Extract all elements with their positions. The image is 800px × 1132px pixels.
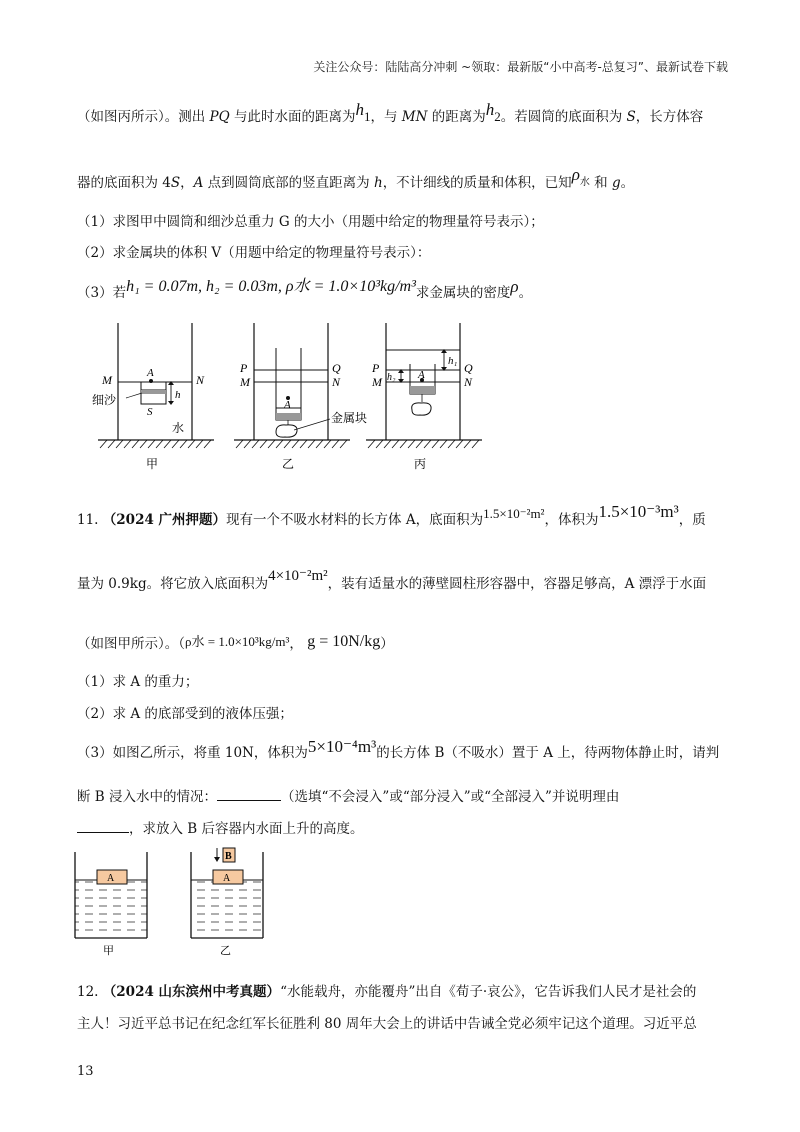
label-A-bing: A [418,369,425,381]
figure-q11-jia [75,852,147,957]
q10-figure [90,318,500,478]
figure-yi [234,323,367,471]
figure-q11-yi [191,848,263,957]
caption-yi: 乙 [282,457,295,471]
label-M: M [102,373,112,387]
caption-bing: 丙 [414,457,427,471]
q10-item-3: （3）若h₁ = 0.07m, h₂ = 0.03m, ρ水 = 1.0×10³kg/m³求金属块的密度ρ。 [77,277,533,301]
label-P: P [240,361,248,375]
label-S: S [147,406,153,418]
q11-item-3: （3）如图乙所示，将重 10N，体积为5×10⁻⁴m³的长方体 B（不吸水）置于 A 上，待两物体静止时，请判 [77,737,720,761]
label-metal: 金属块 [331,411,368,425]
label-water: 水 [172,421,185,435]
page-number: 13 [77,1064,94,1079]
figure-bing [366,323,482,471]
q11-item-3-line-2: 断 B 浸入水中的情况： （选填“不会浸入”或“部分浸入”或“全部浸入”并说明理由 [77,786,619,807]
answer-blank-1[interactable] [217,786,281,801]
label-M-yi: M [240,375,250,389]
label-M-bing: M [372,375,382,389]
q10-item-2: （2）求金属块的体积 V（用题中给定的物理量符号表示）： [77,245,431,261]
label-P-bing: P [372,361,380,375]
figure-jia [92,323,214,471]
label-A-yi: A [223,873,231,884]
q11-line-3: （如图甲所示）。（ρ水 = 1.0×10³kg/m³， g = 10N/kg） [77,633,394,652]
label-h2: h₂ [387,372,396,383]
caption-q11-jia: 甲 [103,945,114,957]
q11-item-3-line-3: ，求放入 B 后容器内水面上升的高度。 [77,818,364,839]
label-N-bing: N [464,375,473,389]
label-sand: 细沙 [92,393,117,407]
label-A-jia: A [107,873,115,884]
down-arrow-icon [214,857,220,862]
q10-line-1: （如图丙所示）。测出 PQ 与此时水面的距离为$h_1$，与 MN 的距离为$h_2$。若圆筒的底面积为 S，长方体容 [77,100,704,125]
label-N: N [196,373,205,387]
q10-line-2: 器的底面积为 4S，A 点到圆筒底部的竖直距离为 h，不计细线的质量和体积，已知$\rho_水$ 和 g。 [77,165,635,191]
q11-figure [70,846,280,958]
q12-line-2: 主人！习近平总书记在纪念红军长征胜利 80 周年大会上的讲话中告诫全党必须牢记这个道理。习近平总 [77,1016,697,1032]
q11-item-1: （1）求 A 的重力； [77,674,199,690]
q10-item-1: （1）求图甲中圆筒和细沙总重力 G 的大小（用题中给定的物理量符号表示）； [77,214,544,230]
q11-line-2: 量为 0.9kg。将它放入底面积为4×10⁻²m²，装有适量水的薄壁圆柱形容器中，容器足够高，A 漂浮于水面 [77,568,707,592]
label-N-yi: N [332,375,341,389]
label-Q-bing: Q [464,361,473,375]
label-h1: h₁ [448,355,458,367]
page-header: 关注公众号：陆陆高分冲刺 ~领取：最新版“小中高考-总复习”、最新试卷下载 [313,60,728,74]
caption-q11-yi: 乙 [220,945,231,957]
label-A-yi: A [284,399,291,411]
label-Q: Q [332,361,341,375]
label-B: B [225,851,232,862]
q11-item-2: （2）求 A 的底部受到的液体压强； [77,706,293,722]
label-h: h [175,389,181,401]
caption-jia: 甲 [146,457,159,471]
q11-line-1: 11. （2024 广州押题）现有一个不吸水材料的长方体 A，底面积为1.5×10⁻²m²，体积为1.5×10⁻³m³，质 [77,502,706,528]
label-A: A [147,367,154,379]
answer-blank-2[interactable] [77,818,129,833]
q12-line-1: 12. （2024 山东滨州中考真题）“水能载舟，亦能覆舟”出自《荀子·哀公》，它告诉我们人民才是社会的 [77,984,697,1000]
